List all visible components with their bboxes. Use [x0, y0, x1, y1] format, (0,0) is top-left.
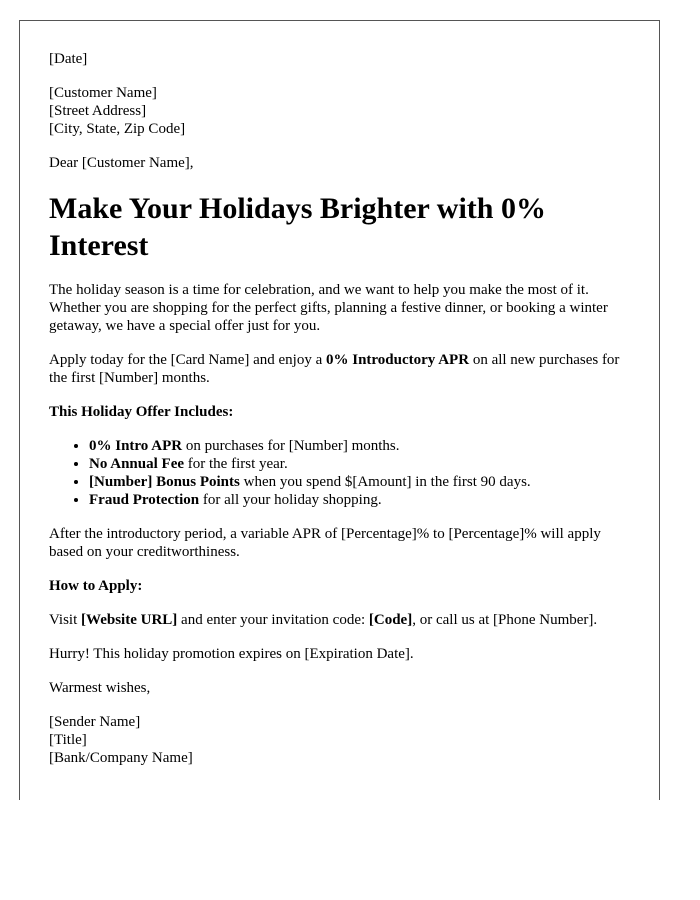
how-to-apply-heading: How to Apply:: [49, 578, 143, 594]
apply-text-bold: 0% Introductory APR: [326, 352, 470, 368]
apply-paragraph: [49, 351, 630, 387]
offer-item: • No Annual Fee for the first year.: [89, 455, 630, 473]
recipient-city: [City, State, Zip Code]: [49, 121, 186, 137]
signature-block: [49, 713, 630, 767]
recipient-address: [49, 84, 630, 138]
offer-item: • [Number] Bonus Points when you spend $[Amount] in the first 90 days.: [89, 473, 630, 491]
hurry-paragraph: Hurry! This holiday promotion expires on [Expiration Date].: [49, 646, 414, 662]
offer-list: [49, 437, 630, 509]
letter-page: [19, 20, 660, 800]
recipient-street: [Street Address]: [49, 103, 147, 119]
closing: Warmest wishes,: [49, 680, 151, 696]
visit-paragraph: Visit [Website URL] and enter your invitation code: [Code], or call us at [Phone Number].: [49, 612, 598, 628]
recipient-name: [Customer Name]: [49, 85, 157, 101]
invitation-code: [Code]: [368, 612, 413, 628]
salutation: Dear [Customer Name],: [49, 155, 194, 171]
after-intro-paragraph: After the introductory period, a variable APR of [Percentage]% to [Percentage]% will apply based on your creditworthiness.: [49, 526, 601, 560]
sender-company: [Bank/Company Name]: [49, 750, 193, 766]
offer-item: • Fraud Protection for all your holiday shopping.: [89, 491, 630, 509]
apply-text-pre: Apply today for the [Card Name] and enjoy a: [49, 352, 326, 368]
intro-paragraph: The holiday season is a time for celebration, and we want to help you make the most of it. Whether you are shopping for the perfect gifts, planning a festive dinner, or booking a winter getaway, we have a special offer just for you.: [49, 282, 608, 334]
letter-date: [Date]: [49, 51, 88, 67]
website-url: [Website URL]: [81, 612, 178, 628]
apply-text-post: on all new purchases for the first [Number] months.: [49, 352, 620, 386]
offer-item: • 0% Intro APR on purchases for [Number] months.: [89, 437, 630, 455]
headline: Make Your Holidays Brighter with 0% Interest: [49, 192, 546, 262]
offer-heading: This Holiday Offer Includes:: [49, 404, 234, 420]
sender-name: [Sender Name]: [49, 714, 141, 730]
sender-title: [Title]: [49, 732, 87, 748]
